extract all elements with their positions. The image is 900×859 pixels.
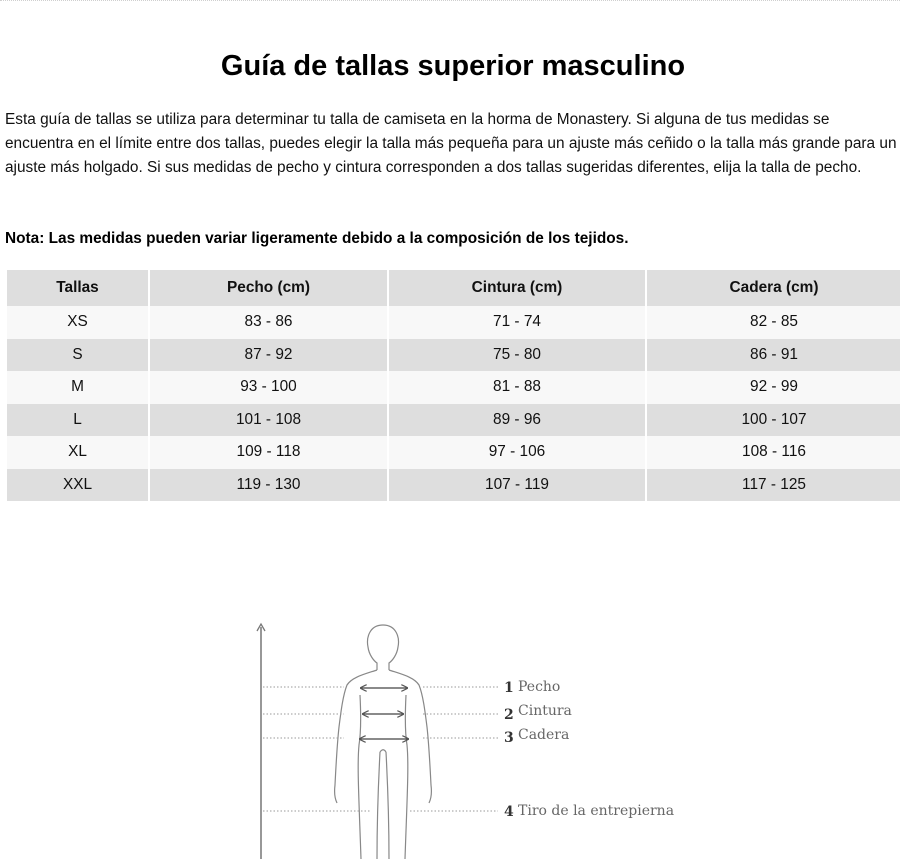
- body-measurement-diagram: [240, 615, 680, 859]
- cell-hip: 86 - 91: [647, 339, 900, 372]
- header-chest: Pecho (cm): [150, 270, 387, 306]
- table-row: [7, 436, 900, 469]
- cell-waist: 89 - 96: [389, 404, 645, 437]
- cell-size: XS: [7, 306, 148, 339]
- cell-waist: 97 - 106: [389, 436, 645, 469]
- label-chest: Pecho: [518, 679, 561, 695]
- label-num-2: 2: [504, 707, 514, 723]
- cell-size: S: [7, 339, 148, 372]
- table-row: [7, 306, 900, 339]
- table-header-row: [7, 270, 900, 306]
- cell-hip: 108 - 116: [647, 436, 900, 469]
- human-silhouette: [335, 625, 432, 859]
- header-waist: Cintura (cm): [389, 270, 645, 306]
- table-row: [7, 339, 900, 372]
- cell-hip: 117 - 125: [647, 469, 900, 502]
- table-row: [7, 371, 900, 404]
- size-table: [5, 270, 900, 501]
- cell-chest: 109 - 118: [150, 436, 387, 469]
- table-row: [7, 469, 900, 502]
- page-title: Guía de tallas superior masculino: [220, 50, 686, 82]
- cell-size: M: [7, 371, 148, 404]
- cell-chest: 87 - 92: [150, 339, 387, 372]
- cell-chest: 93 - 100: [150, 371, 387, 404]
- cell-waist: 71 - 74: [389, 306, 645, 339]
- cell-waist: 107 - 119: [389, 469, 645, 502]
- cell-size: XXL: [7, 469, 148, 502]
- table-row: [7, 404, 900, 437]
- label-waist: Cintura: [518, 703, 572, 719]
- cell-hip: 92 - 99: [647, 371, 900, 404]
- cell-chest: 101 - 108: [150, 404, 387, 437]
- right-guide-lines: [410, 687, 498, 811]
- intro-paragraph: Esta guía de tallas se utiliza para determinar tu talla de camiseta en la horma de Monastery. Si alguna de tus medidas se encuentra en el límite entre dos tallas, puedes elegir la talla más pequeña para un ajuste más ceñido o la talla más grande para un ajuste más holgado. Si sus medidas de pecho y cintura corresponden a dos tallas sugeridas diferentes, elija la talla de pecho.: [5, 111, 897, 176]
- cell-chest: 83 - 86: [150, 306, 387, 339]
- label-num-3: 3: [504, 730, 514, 746]
- label-hip: Cadera: [518, 727, 570, 743]
- label-inseam: Tiro de la entrepierna: [518, 803, 675, 819]
- cell-size: XL: [7, 436, 148, 469]
- cell-waist: 81 - 88: [389, 371, 645, 404]
- label-num-4: 4: [504, 804, 514, 820]
- top-divider: [0, 0, 900, 1]
- left-guide-lines: [263, 687, 370, 811]
- cell-hip: 100 - 107: [647, 404, 900, 437]
- cell-hip: 82 - 85: [647, 306, 900, 339]
- header-size: Tallas: [7, 270, 148, 306]
- cell-size: L: [7, 404, 148, 437]
- cell-chest: 119 - 130: [150, 469, 387, 502]
- header-hip: Cadera (cm): [647, 270, 900, 306]
- label-num-1: 1: [504, 680, 514, 696]
- cell-waist: 75 - 80: [389, 339, 645, 372]
- fabric-note: Nota: Las medidas pueden variar ligeramente debido a la composición de los tejidos.: [5, 230, 629, 247]
